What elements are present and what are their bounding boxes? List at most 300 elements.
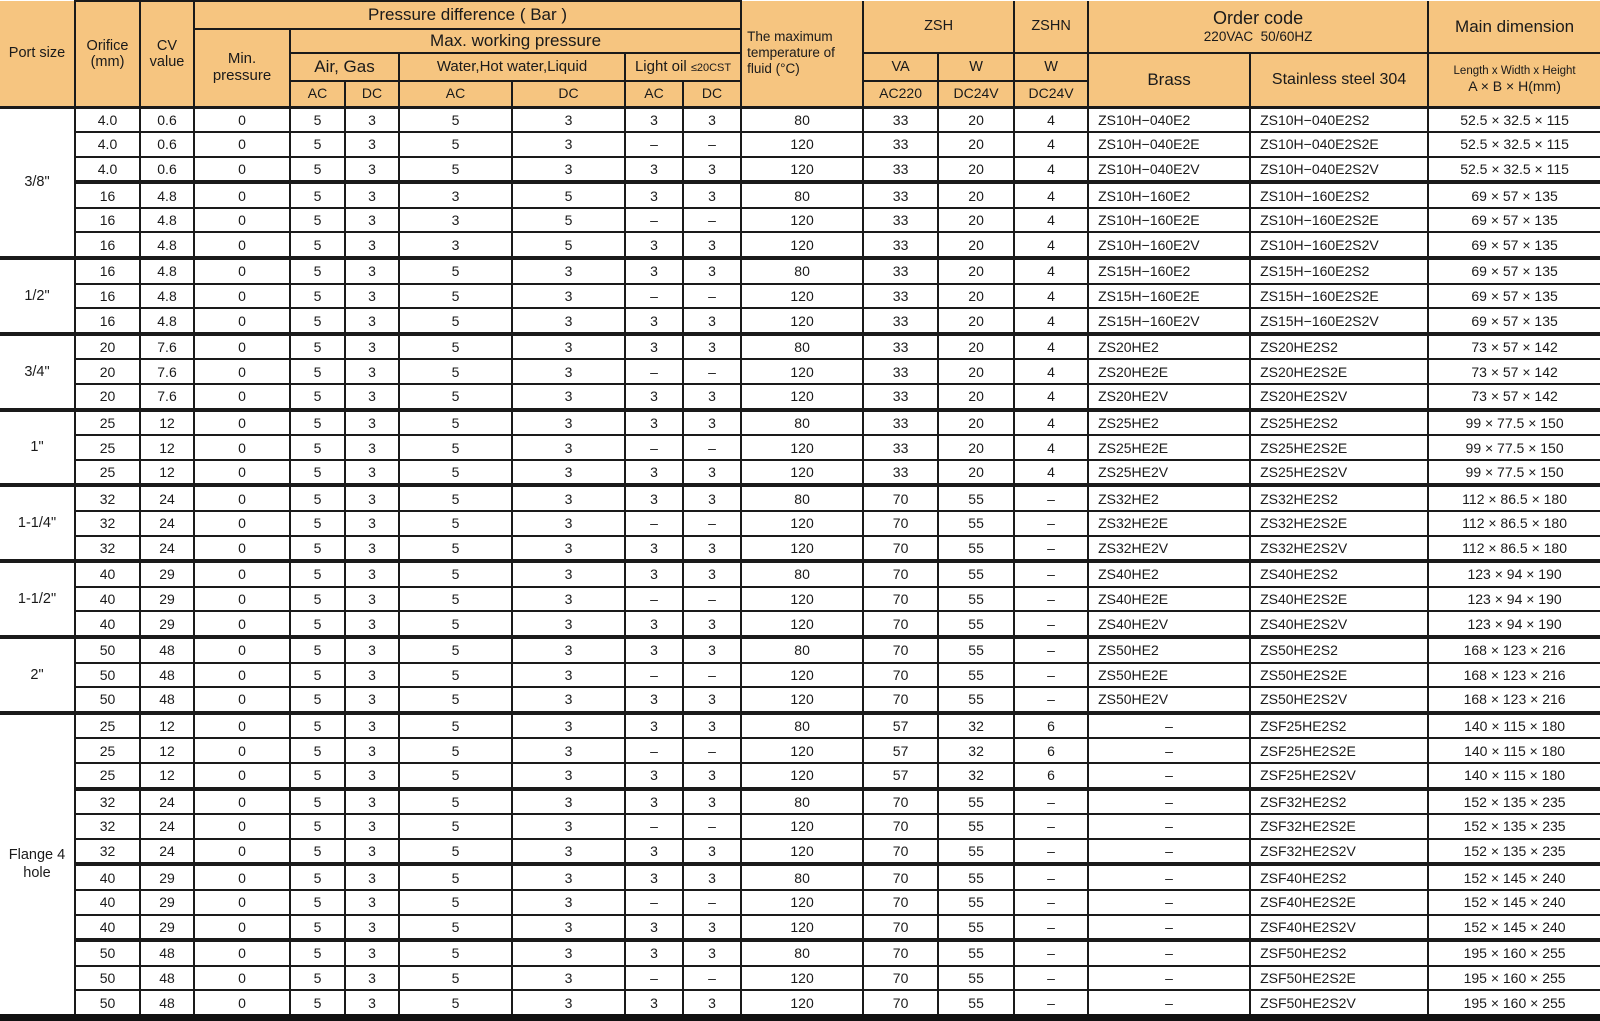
cell-air_dc: 3 bbox=[345, 966, 399, 991]
cell-oil_dc: 3 bbox=[683, 789, 741, 815]
cell-water_dc: 3 bbox=[512, 460, 625, 486]
col-header-max-working-pressure: Max. working pressure bbox=[290, 29, 741, 53]
cell-zshn_w: – bbox=[1014, 940, 1088, 966]
cell-temp: 80 bbox=[741, 258, 863, 284]
cell-zsh_va: 70 bbox=[863, 536, 938, 562]
cell-orifice: 50 bbox=[75, 687, 140, 713]
cell-air_ac: 5 bbox=[290, 611, 345, 637]
cell-water_dc: 3 bbox=[512, 308, 625, 334]
cell-stainless: ZS10H−160E2S2V bbox=[1250, 232, 1428, 258]
cell-water_ac: 5 bbox=[399, 611, 512, 637]
cell-water_ac: 5 bbox=[399, 410, 512, 436]
cell-oil_ac: – bbox=[625, 284, 683, 309]
cell-min_pressure: 0 bbox=[194, 587, 290, 612]
cell-zsh_w: 55 bbox=[938, 890, 1014, 915]
cell-dimension: 140 × 115 × 180 bbox=[1428, 738, 1600, 763]
col-header-zsh-w: W bbox=[938, 53, 1014, 81]
cell-zshn_w: – bbox=[1014, 536, 1088, 562]
cell-zsh_va: 70 bbox=[863, 940, 938, 966]
cell-min_pressure: 0 bbox=[194, 966, 290, 991]
cell-brass: ZS32HE2 bbox=[1088, 485, 1250, 511]
cell-brass: ZS20HE2E bbox=[1088, 359, 1250, 384]
cell-water_dc: 3 bbox=[512, 511, 625, 536]
cell-temp: 120 bbox=[741, 687, 863, 713]
cell-air_ac: 5 bbox=[290, 814, 345, 839]
cell-air_dc: 3 bbox=[345, 485, 399, 511]
cell-air_ac: 5 bbox=[290, 284, 345, 309]
cell-zsh_w: 20 bbox=[938, 308, 1014, 334]
cell-zsh_va: 70 bbox=[863, 839, 938, 865]
cell-stainless: ZS40HE2S2 bbox=[1250, 561, 1428, 587]
col-header-zsh-dc24v: DC24V bbox=[938, 81, 1014, 107]
cell-air_dc: 3 bbox=[345, 990, 399, 1017]
cell-cv: 48 bbox=[140, 663, 194, 688]
cell-cv: 12 bbox=[140, 738, 194, 763]
cell-cv: 48 bbox=[140, 940, 194, 966]
cell-dimension: 152 × 145 × 240 bbox=[1428, 864, 1600, 890]
cell-air_dc: 3 bbox=[345, 107, 399, 132]
cell-temp: 80 bbox=[741, 789, 863, 815]
cell-orifice: 20 bbox=[75, 384, 140, 410]
col-header-port-size: Port size bbox=[0, 1, 75, 107]
cell-air_dc: 3 bbox=[345, 915, 399, 941]
cell-brass: ZS25HE2V bbox=[1088, 460, 1250, 486]
cell-min_pressure: 0 bbox=[194, 208, 290, 233]
cell-air_ac: 5 bbox=[290, 258, 345, 284]
cell-water_dc: 3 bbox=[512, 435, 625, 460]
cell-min_pressure: 0 bbox=[194, 284, 290, 309]
cell-dimension: 152 × 135 × 235 bbox=[1428, 839, 1600, 865]
cell-cv: 4.8 bbox=[140, 258, 194, 284]
dimension-formula-line2: A × B × H(mm) bbox=[1468, 77, 1561, 94]
col-header-orifice: Orifice (mm) bbox=[75, 1, 140, 107]
cell-zshn_w: 4 bbox=[1014, 182, 1088, 208]
col-header-air-dc: DC bbox=[345, 81, 399, 107]
cell-zsh_w: 55 bbox=[938, 864, 1014, 890]
dimension-formula-line1: Length x Width x Height bbox=[1453, 64, 1576, 77]
col-header-zsh: ZSH bbox=[863, 1, 1014, 53]
order-code-title: Order code bbox=[1213, 8, 1304, 29]
cell-cv: 7.6 bbox=[140, 334, 194, 360]
cell-oil_dc: – bbox=[683, 511, 741, 536]
cell-zsh_va: 70 bbox=[863, 687, 938, 713]
cell-zsh_w: 55 bbox=[938, 611, 1014, 637]
cell-dimension: 195 × 160 × 255 bbox=[1428, 990, 1600, 1017]
port-size-cell: 1-1/4" bbox=[0, 485, 75, 561]
cell-air_ac: 5 bbox=[290, 839, 345, 865]
cell-orifice: 25 bbox=[75, 763, 140, 789]
cell-cv: 48 bbox=[140, 687, 194, 713]
cell-orifice: 16 bbox=[75, 284, 140, 309]
cell-zsh_w: 20 bbox=[938, 232, 1014, 258]
cell-dimension: 69 × 57 × 135 bbox=[1428, 182, 1600, 208]
cell-temp: 80 bbox=[741, 410, 863, 436]
cell-min_pressure: 0 bbox=[194, 410, 290, 436]
cell-brass: – bbox=[1088, 738, 1250, 763]
cell-oil_ac: – bbox=[625, 359, 683, 384]
cell-zsh_w: 32 bbox=[938, 763, 1014, 789]
cell-air_ac: 5 bbox=[290, 107, 345, 132]
cell-zsh_va: 70 bbox=[863, 511, 938, 536]
cell-zshn_w: – bbox=[1014, 966, 1088, 991]
cell-oil_ac: 3 bbox=[625, 687, 683, 713]
cell-cv: 12 bbox=[140, 410, 194, 436]
cell-water_dc: 3 bbox=[512, 864, 625, 890]
cell-air_ac: 5 bbox=[290, 713, 345, 739]
cell-orifice: 40 bbox=[75, 561, 140, 587]
cell-temp: 120 bbox=[741, 232, 863, 258]
cell-temp: 120 bbox=[741, 308, 863, 334]
cell-water_dc: 3 bbox=[512, 485, 625, 511]
cell-zsh_w: 55 bbox=[938, 687, 1014, 713]
cell-stainless: ZS10H−040E2S2E bbox=[1250, 132, 1428, 157]
cell-water_dc: 3 bbox=[512, 738, 625, 763]
cell-air_dc: 3 bbox=[345, 890, 399, 915]
cell-brass: – bbox=[1088, 839, 1250, 865]
cell-stainless: ZSF40HE2S2E bbox=[1250, 890, 1428, 915]
cell-zsh_w: 20 bbox=[938, 208, 1014, 233]
cell-orifice: 16 bbox=[75, 258, 140, 284]
cell-air_ac: 5 bbox=[290, 460, 345, 486]
cell-water_dc: 3 bbox=[512, 384, 625, 410]
cell-zsh_w: 55 bbox=[938, 536, 1014, 562]
cell-zsh_va: 70 bbox=[863, 587, 938, 612]
cell-zsh_w: 55 bbox=[938, 839, 1014, 865]
cell-cv: 24 bbox=[140, 536, 194, 562]
cell-water_ac: 5 bbox=[399, 511, 512, 536]
cell-cv: 48 bbox=[140, 637, 194, 663]
cell-zsh_va: 33 bbox=[863, 308, 938, 334]
cell-zsh_w: 55 bbox=[938, 940, 1014, 966]
col-header-brass: Brass bbox=[1088, 53, 1250, 107]
cell-water_dc: 3 bbox=[512, 839, 625, 865]
cell-brass: – bbox=[1088, 940, 1250, 966]
cell-zsh_va: 70 bbox=[863, 915, 938, 941]
cell-air_ac: 5 bbox=[290, 940, 345, 966]
cell-orifice: 40 bbox=[75, 915, 140, 941]
cell-cv: 4.8 bbox=[140, 284, 194, 309]
cell-cv: 0.6 bbox=[140, 107, 194, 132]
cell-dimension: 152 × 145 × 240 bbox=[1428, 890, 1600, 915]
cell-oil_ac: 3 bbox=[625, 232, 683, 258]
cell-temp: 120 bbox=[741, 814, 863, 839]
cell-water_ac: 5 bbox=[399, 637, 512, 663]
cell-cv: 29 bbox=[140, 864, 194, 890]
cell-cv: 24 bbox=[140, 814, 194, 839]
cell-orifice: 16 bbox=[75, 208, 140, 233]
cell-oil_ac: 3 bbox=[625, 789, 683, 815]
cell-zsh_w: 55 bbox=[938, 789, 1014, 815]
cell-zsh_w: 20 bbox=[938, 132, 1014, 157]
cell-zshn_w: – bbox=[1014, 637, 1088, 663]
cell-water_ac: 5 bbox=[399, 359, 512, 384]
cell-dimension: 52.5 × 32.5 × 115 bbox=[1428, 107, 1600, 132]
cell-orifice: 20 bbox=[75, 359, 140, 384]
cell-orifice: 20 bbox=[75, 334, 140, 360]
cell-oil_dc: 3 bbox=[683, 839, 741, 865]
cell-zsh_va: 33 bbox=[863, 334, 938, 360]
cell-brass: ZS20HE2V bbox=[1088, 384, 1250, 410]
cell-zsh_w: 55 bbox=[938, 561, 1014, 587]
cell-air_dc: 3 bbox=[345, 334, 399, 360]
cell-oil_ac: 3 bbox=[625, 990, 683, 1017]
cell-brass: ZS15H−160E2 bbox=[1088, 258, 1250, 284]
cell-stainless: ZS10H−160E2S2 bbox=[1250, 182, 1428, 208]
cell-min_pressure: 0 bbox=[194, 384, 290, 410]
cell-water_ac: 5 bbox=[399, 940, 512, 966]
cell-air_dc: 3 bbox=[345, 536, 399, 562]
cell-brass: – bbox=[1088, 864, 1250, 890]
cell-zshn_w: 6 bbox=[1014, 738, 1088, 763]
cell-orifice: 25 bbox=[75, 713, 140, 739]
cell-water_dc: 3 bbox=[512, 536, 625, 562]
cell-zsh_va: 70 bbox=[863, 814, 938, 839]
cell-water_ac: 5 bbox=[399, 687, 512, 713]
cell-oil_dc: 3 bbox=[683, 915, 741, 941]
cell-air_ac: 5 bbox=[290, 308, 345, 334]
cell-orifice: 40 bbox=[75, 611, 140, 637]
cell-water_ac: 5 bbox=[399, 990, 512, 1017]
cell-zsh_va: 70 bbox=[863, 485, 938, 511]
cell-oil_dc: – bbox=[683, 435, 741, 460]
col-header-dimension-detail bbox=[1428, 53, 1600, 107]
cell-orifice: 32 bbox=[75, 839, 140, 865]
cell-air_dc: 3 bbox=[345, 258, 399, 284]
cell-air_ac: 5 bbox=[290, 359, 345, 384]
cell-min_pressure: 0 bbox=[194, 738, 290, 763]
cell-dimension: 73 × 57 × 142 bbox=[1428, 334, 1600, 360]
cell-oil_ac: 3 bbox=[625, 839, 683, 865]
cell-oil_ac: – bbox=[625, 208, 683, 233]
cell-orifice: 32 bbox=[75, 814, 140, 839]
cell-air_dc: 3 bbox=[345, 687, 399, 713]
cell-air_dc: 3 bbox=[345, 587, 399, 612]
cell-temp: 120 bbox=[741, 966, 863, 991]
cell-temp: 120 bbox=[741, 990, 863, 1017]
cell-min_pressure: 0 bbox=[194, 940, 290, 966]
cell-oil_dc: 3 bbox=[683, 713, 741, 739]
cell-dimension: 112 × 86.5 × 180 bbox=[1428, 511, 1600, 536]
cell-dimension: 73 × 57 × 142 bbox=[1428, 384, 1600, 410]
cell-oil_ac: 3 bbox=[625, 915, 683, 941]
col-header-order-code bbox=[1088, 1, 1428, 53]
cell-oil_dc: 3 bbox=[683, 334, 741, 360]
cell-oil_ac: 3 bbox=[625, 485, 683, 511]
cell-stainless: ZSF50HE2S2 bbox=[1250, 940, 1428, 966]
cell-oil_dc: – bbox=[683, 359, 741, 384]
cell-stainless: ZS15H−160E2S2E bbox=[1250, 284, 1428, 309]
cell-air_dc: 3 bbox=[345, 182, 399, 208]
cell-brass: ZS15H−160E2E bbox=[1088, 284, 1250, 309]
cell-water_ac: 5 bbox=[399, 966, 512, 991]
cell-orifice: 16 bbox=[75, 308, 140, 334]
cell-water_dc: 3 bbox=[512, 890, 625, 915]
cell-air_dc: 3 bbox=[345, 839, 399, 865]
cell-zsh_va: 33 bbox=[863, 232, 938, 258]
cell-temp: 80 bbox=[741, 713, 863, 739]
cell-orifice: 4.0 bbox=[75, 132, 140, 157]
cell-brass: – bbox=[1088, 966, 1250, 991]
cell-water_dc: 3 bbox=[512, 284, 625, 309]
col-header-air-ac: AC bbox=[290, 81, 345, 107]
cell-oil_dc: 3 bbox=[683, 157, 741, 183]
cell-water_ac: 5 bbox=[399, 107, 512, 132]
cell-temp: 120 bbox=[741, 663, 863, 688]
cell-air_ac: 5 bbox=[290, 864, 345, 890]
cell-stainless: ZS50HE2S2 bbox=[1250, 637, 1428, 663]
cell-oil_ac: 3 bbox=[625, 258, 683, 284]
cell-orifice: 40 bbox=[75, 587, 140, 612]
cell-min_pressure: 0 bbox=[194, 334, 290, 360]
cell-temp: 120 bbox=[741, 132, 863, 157]
cell-water_dc: 3 bbox=[512, 990, 625, 1017]
cell-water_ac: 5 bbox=[399, 460, 512, 486]
cell-zsh_w: 55 bbox=[938, 915, 1014, 941]
cell-water_dc: 3 bbox=[512, 940, 625, 966]
col-header-oil-dc: DC bbox=[683, 81, 741, 107]
cell-oil_ac: – bbox=[625, 814, 683, 839]
cell-zshn_w: 4 bbox=[1014, 107, 1088, 132]
cell-brass: ZS40HE2E bbox=[1088, 587, 1250, 612]
cell-stainless: ZS32HE2S2V bbox=[1250, 536, 1428, 562]
cell-stainless: ZSF25HE2S2E bbox=[1250, 738, 1428, 763]
cell-zsh_w: 55 bbox=[938, 990, 1014, 1017]
cell-zsh_w: 20 bbox=[938, 460, 1014, 486]
cell-zshn_w: 4 bbox=[1014, 410, 1088, 436]
cell-water_ac: 5 bbox=[399, 713, 512, 739]
cell-dimension: 123 × 94 × 190 bbox=[1428, 611, 1600, 637]
cell-orifice: 25 bbox=[75, 460, 140, 486]
cell-oil_dc: 3 bbox=[683, 485, 741, 511]
cell-dimension: 195 × 160 × 255 bbox=[1428, 940, 1600, 966]
cell-oil_dc: – bbox=[683, 890, 741, 915]
cell-zsh_va: 57 bbox=[863, 713, 938, 739]
cell-oil_ac: 3 bbox=[625, 713, 683, 739]
cell-zsh_w: 20 bbox=[938, 157, 1014, 183]
port-size-cell: 1-1/2" bbox=[0, 561, 75, 637]
cell-water_dc: 5 bbox=[512, 208, 625, 233]
cell-brass: ZS32HE2E bbox=[1088, 511, 1250, 536]
cell-water_ac: 5 bbox=[399, 536, 512, 562]
cell-orifice: 50 bbox=[75, 990, 140, 1017]
cell-cv: 24 bbox=[140, 839, 194, 865]
cell-cv: 7.6 bbox=[140, 359, 194, 384]
cell-air_ac: 5 bbox=[290, 182, 345, 208]
cell-temp: 120 bbox=[741, 763, 863, 789]
cell-dimension: 112 × 86.5 × 180 bbox=[1428, 536, 1600, 562]
cell-dimension: 152 × 135 × 235 bbox=[1428, 814, 1600, 839]
cell-stainless: ZSF25HE2S2V bbox=[1250, 763, 1428, 789]
cell-dimension: 140 × 115 × 180 bbox=[1428, 763, 1600, 789]
cell-air_dc: 3 bbox=[345, 637, 399, 663]
cell-oil_ac: – bbox=[625, 435, 683, 460]
cell-oil_dc: 3 bbox=[683, 611, 741, 637]
cell-zshn_w: – bbox=[1014, 511, 1088, 536]
cell-zshn_w: 4 bbox=[1014, 359, 1088, 384]
cell-zsh_w: 55 bbox=[938, 511, 1014, 536]
cell-oil_dc: – bbox=[683, 814, 741, 839]
cell-zsh_w: 20 bbox=[938, 410, 1014, 436]
cell-stainless: ZS25HE2S2 bbox=[1250, 410, 1428, 436]
cell-zsh_w: 55 bbox=[938, 814, 1014, 839]
cell-zsh_va: 33 bbox=[863, 284, 938, 309]
cell-dimension: 195 × 160 × 255 bbox=[1428, 966, 1600, 991]
cell-oil_dc: 3 bbox=[683, 232, 741, 258]
cell-cv: 12 bbox=[140, 763, 194, 789]
cell-oil_dc: 3 bbox=[683, 763, 741, 789]
cell-stainless: ZS20HE2S2V bbox=[1250, 384, 1428, 410]
cell-orifice: 40 bbox=[75, 864, 140, 890]
cell-zsh_w: 20 bbox=[938, 258, 1014, 284]
cell-stainless: ZS40HE2S2E bbox=[1250, 587, 1428, 612]
cell-min_pressure: 0 bbox=[194, 561, 290, 587]
cell-zsh_w: 20 bbox=[938, 182, 1014, 208]
cell-air_dc: 3 bbox=[345, 713, 399, 739]
cell-orifice: 32 bbox=[75, 511, 140, 536]
cell-zsh_w: 32 bbox=[938, 713, 1014, 739]
cell-water_dc: 3 bbox=[512, 663, 625, 688]
cell-oil_dc: – bbox=[683, 663, 741, 688]
cell-water_ac: 5 bbox=[399, 789, 512, 815]
cell-zshn_w: – bbox=[1014, 561, 1088, 587]
cell-zshn_w: – bbox=[1014, 587, 1088, 612]
cell-cv: 48 bbox=[140, 966, 194, 991]
cell-stainless: ZS25HE2S2V bbox=[1250, 460, 1428, 486]
col-header-zsh-va: VA bbox=[863, 53, 938, 81]
cell-brass: ZS40HE2V bbox=[1088, 611, 1250, 637]
cell-air_ac: 5 bbox=[290, 410, 345, 436]
cell-min_pressure: 0 bbox=[194, 107, 290, 132]
cell-air_dc: 3 bbox=[345, 864, 399, 890]
cell-brass: – bbox=[1088, 990, 1250, 1017]
cell-zsh_va: 70 bbox=[863, 966, 938, 991]
cell-dimension: 123 × 94 × 190 bbox=[1428, 561, 1600, 587]
cell-zsh_va: 70 bbox=[863, 637, 938, 663]
cell-orifice: 25 bbox=[75, 435, 140, 460]
cell-brass: ZS10H−160E2 bbox=[1088, 182, 1250, 208]
cell-oil_dc: – bbox=[683, 966, 741, 991]
cell-temp: 80 bbox=[741, 561, 863, 587]
cell-zshn_w: 4 bbox=[1014, 132, 1088, 157]
cell-dimension: 69 × 57 × 135 bbox=[1428, 258, 1600, 284]
cell-water_ac: 5 bbox=[399, 864, 512, 890]
cell-air_dc: 3 bbox=[345, 940, 399, 966]
cell-min_pressure: 0 bbox=[194, 814, 290, 839]
cell-cv: 0.6 bbox=[140, 157, 194, 183]
cell-dimension: 69 × 57 × 135 bbox=[1428, 284, 1600, 309]
cell-temp: 120 bbox=[741, 587, 863, 612]
cell-cv: 29 bbox=[140, 611, 194, 637]
cell-air_ac: 5 bbox=[290, 334, 345, 360]
cell-oil_ac: 3 bbox=[625, 107, 683, 132]
cell-air_ac: 5 bbox=[290, 157, 345, 183]
cell-temp: 80 bbox=[741, 864, 863, 890]
col-header-max-temperature: The maximum temperature of fluid (°C) bbox=[741, 1, 863, 107]
cell-zsh_va: 70 bbox=[863, 611, 938, 637]
cell-water_dc: 3 bbox=[512, 763, 625, 789]
cell-stainless: ZS32HE2S2 bbox=[1250, 485, 1428, 511]
cell-oil_dc: 3 bbox=[683, 308, 741, 334]
cell-brass: – bbox=[1088, 789, 1250, 815]
cell-cv: 4.8 bbox=[140, 208, 194, 233]
cell-stainless: ZS32HE2S2E bbox=[1250, 511, 1428, 536]
cell-cv: 29 bbox=[140, 890, 194, 915]
cell-air_ac: 5 bbox=[290, 511, 345, 536]
cell-cv: 12 bbox=[140, 713, 194, 739]
cell-stainless: ZSF50HE2S2E bbox=[1250, 966, 1428, 991]
cell-zsh_va: 33 bbox=[863, 435, 938, 460]
cell-dimension: 112 × 86.5 × 180 bbox=[1428, 485, 1600, 511]
